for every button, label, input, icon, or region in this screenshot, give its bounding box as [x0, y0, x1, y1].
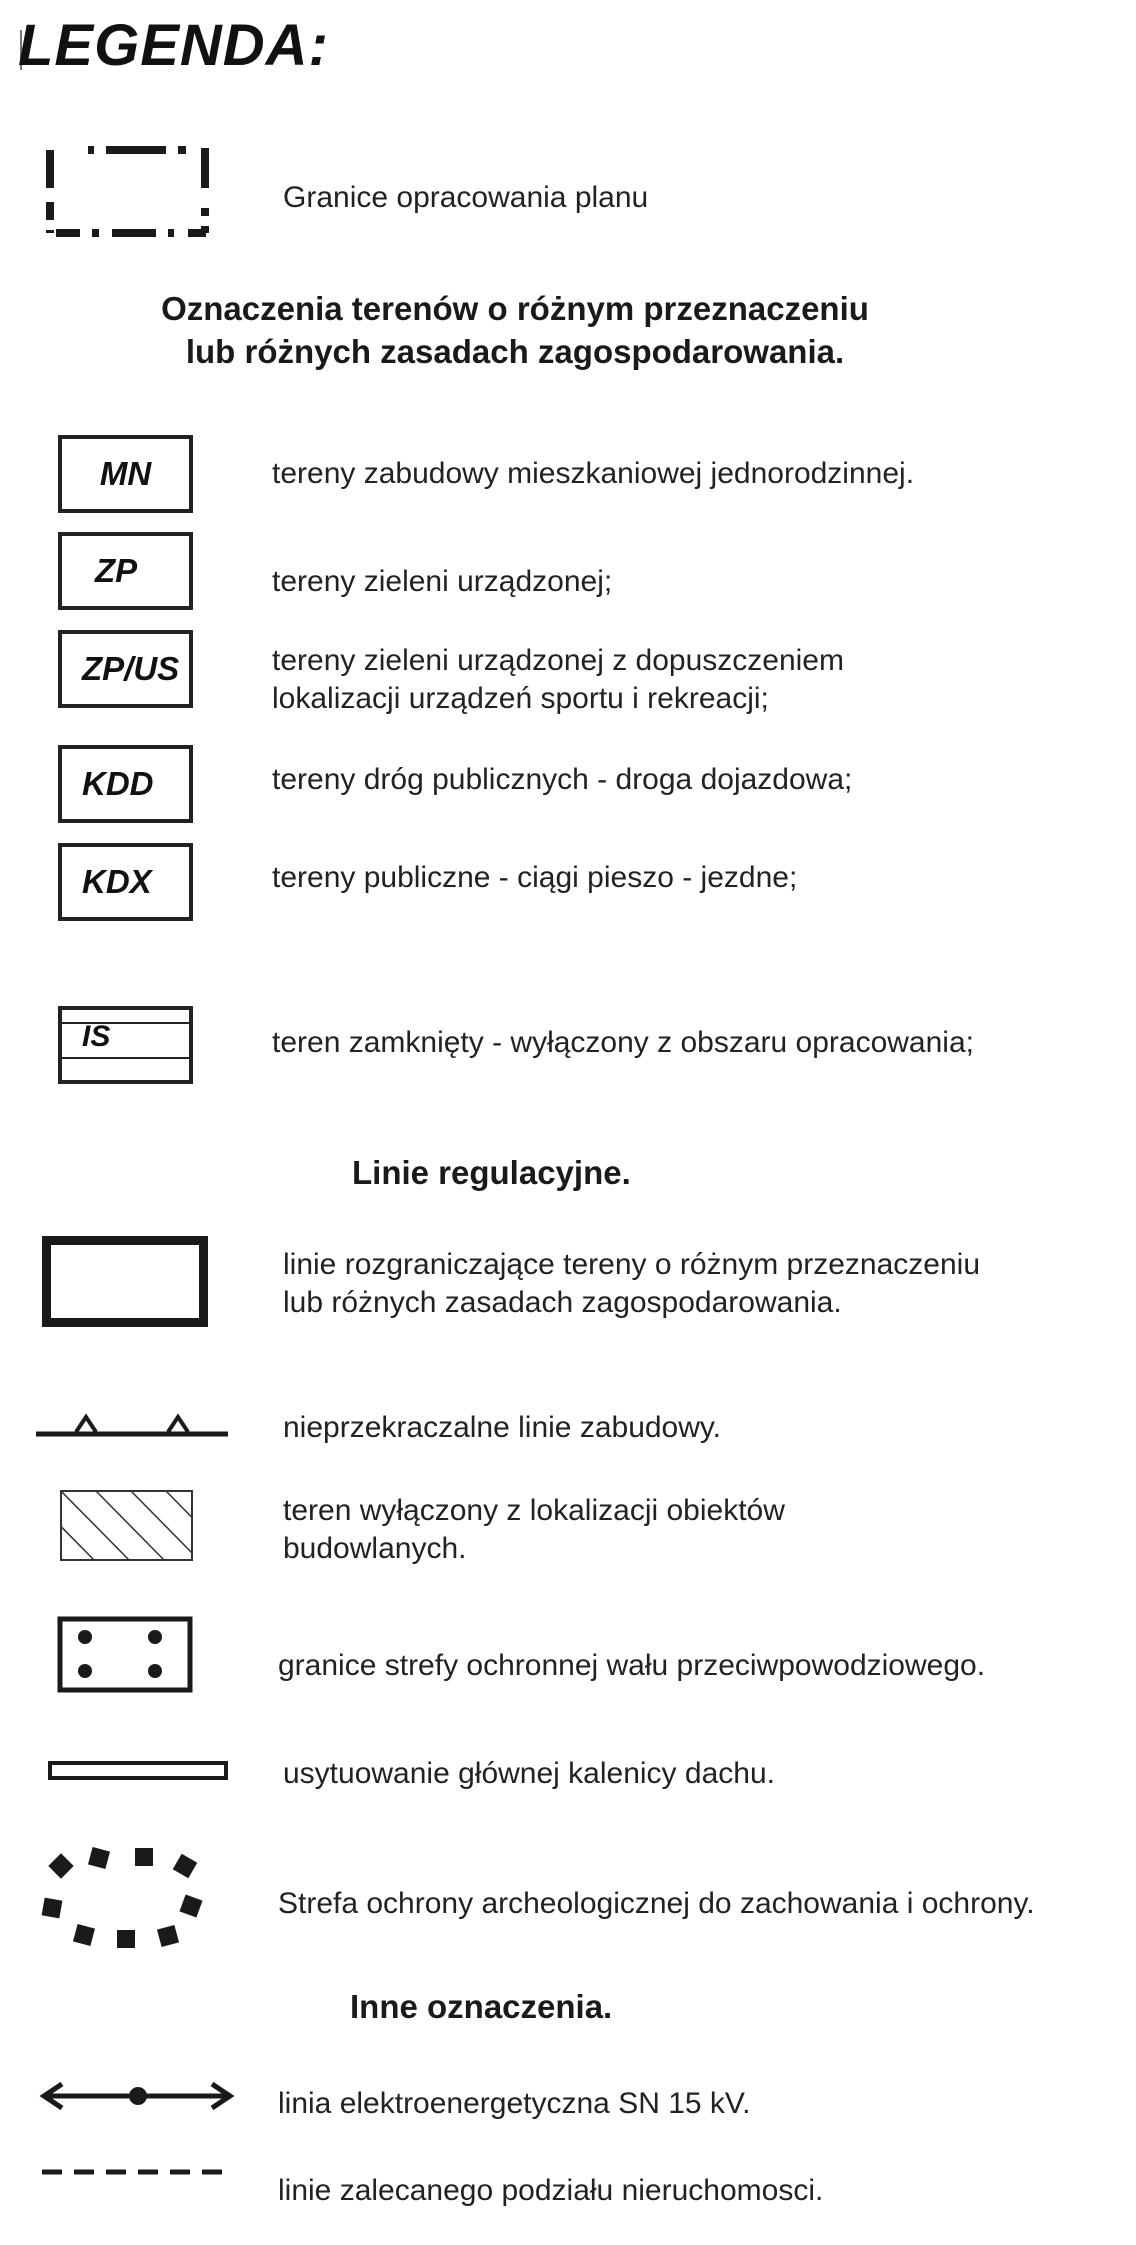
zone-desc-kdx: tereny publiczne - ciągi pieszo - jezdne;	[272, 861, 798, 894]
regulation-desc-excluded-line1: teren wyłączony z lokalizacji obiektów	[283, 1494, 785, 1527]
zone-desc-zp-us-line2: lokalizacji urządzeń sportu i rekreacji;	[272, 682, 769, 715]
regulation-desc-boundary-line2: lub różnych zasadach zagospodarowania.	[283, 1286, 842, 1319]
archaeological-zone-symbol	[38, 1845, 218, 1955]
zone-symbol-is	[58, 1006, 193, 1084]
regulation-lines-heading: Linie regulacyjne.	[352, 1154, 631, 1191]
other-desc-power-line: linia elektroenergetyczna SN 15 kV.	[278, 2087, 751, 2120]
other-markings-heading: Inne oznaczenia.	[350, 1988, 613, 2025]
legend-title: LEGENDA:	[18, 13, 329, 78]
building-line-symbol	[36, 1405, 236, 1445]
plan-boundary-label: Granice opracowania planu	[283, 181, 649, 214]
zone-code-kdd: KDD	[58, 745, 193, 823]
regulation-desc-roof-ridge: usytuowanie głównej kalenicy dachu.	[283, 1757, 775, 1790]
zone-code-kdx: KDX	[58, 843, 193, 921]
zone-code-is: IS	[82, 1020, 111, 1053]
dashed-line-symbol	[42, 2166, 242, 2178]
zones-heading-line1: Oznaczenia terenów o różnym przeznaczeniu	[161, 290, 869, 327]
zone-code-zp-us: ZP/US	[58, 630, 193, 708]
regulation-desc-archaeology: Strefa ochrony archeologicznej do zachowania i ochrony.	[278, 1887, 1035, 1920]
hatched-rectangle-symbol	[60, 1490, 195, 1565]
zone-desc-kdd: tereny dróg publicznych - droga dojazdowa;	[272, 763, 853, 796]
regulation-desc-flood-zone: granice strefy ochronnej wału przeciwpowodziowego.	[278, 1649, 986, 1682]
zone-desc-zp-us-line1: tereny zieleni urządzonej z dopuszczeniem	[272, 644, 844, 677]
zone-desc-zp: tereny zieleni urządzonej;	[272, 565, 613, 598]
regulation-desc-building-line: nieprzekraczalne linie zabudowy.	[283, 1411, 722, 1444]
flood-protection-zone-symbol	[57, 1616, 197, 1696]
power-line-symbol	[40, 2078, 240, 2114]
zone-code-mn: MN	[58, 435, 193, 513]
regulation-desc-excluded-line2: budowlanych.	[283, 1532, 467, 1565]
other-desc-division-line: linie zalecanego podziału nieruchomosci.	[278, 2174, 824, 2207]
zone-desc-mn: tereny zabudowy mieszkaniowej jednorodzinnej.	[272, 457, 915, 490]
zone-code-zp: ZP	[58, 532, 193, 610]
regulation-desc-boundary-line1: linie rozgraniczające tereny o różnym przeznaczeniu	[283, 1248, 981, 1281]
roof-ridge-symbol	[48, 1761, 228, 1780]
zone-desc-is: teren zamknięty - wyłączony z obszaru opracowania;	[272, 1026, 974, 1059]
thick-rectangle-symbol	[42, 1236, 208, 1327]
plan-boundary-symbol	[40, 140, 220, 240]
zones-heading-line2: lub różnych zasadach zagospodarowania.	[185, 333, 845, 370]
